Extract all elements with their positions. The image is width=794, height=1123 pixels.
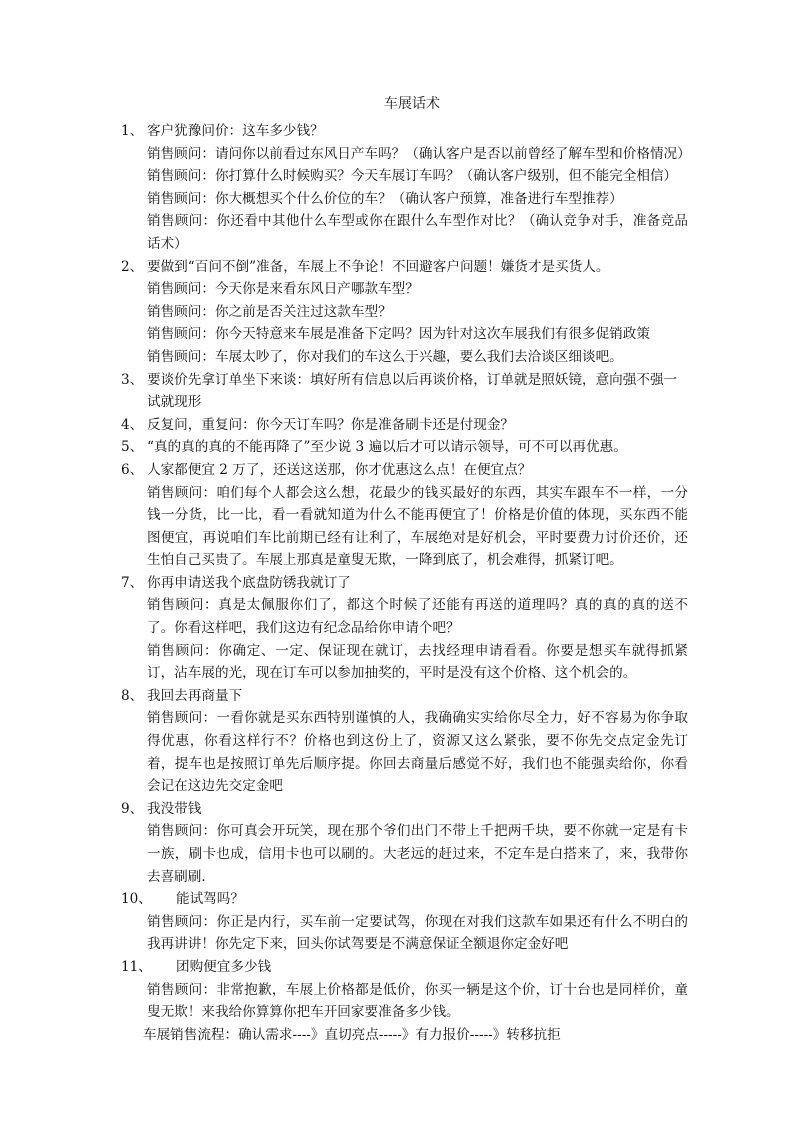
- script-item: [0, 888, 794, 956]
- item-number: 11、: [121, 958, 152, 975]
- item-number: 7、: [121, 574, 144, 591]
- script-item: [0, 685, 794, 798]
- item-answer: 销售顾问：今天你是来看东风日产哪款车型？: [147, 281, 419, 298]
- script-list: [0, 120, 794, 1024]
- item-number: 10、: [121, 891, 152, 908]
- script-item: [0, 256, 794, 369]
- item-question: 人家都便宜 2 万了，还送这送那，你才优惠这么点！在便宜点？: [147, 461, 532, 478]
- sales-process-footer: 车展销售流程：确认需求----》直切亮点-----》有力报价-----》转移抗拒: [143, 1026, 561, 1043]
- item-answer: 销售顾问：你今天特意来车展是准备下定吗？因为针对这次车展我们有很多促销政策: [147, 326, 650, 343]
- item-number: 8、: [121, 687, 144, 704]
- script-item: [0, 572, 794, 685]
- item-answer: 销售顾问：你确定、一定、保证现在就订，去找经理申请看看。你要是想买车就得抓紧订，沾车展的光，现在订车可以参加抽奖的，平时是没有这个价格、这个机会的。: [147, 642, 688, 682]
- item-answer: 销售顾问：你正是内行，买车前一定要试驾，你现在对我们这款车如果还有什么不明白的我再讲讲！你先定下来，回头你试驾要是不满意保证全额退你定金好吧: [147, 913, 688, 953]
- script-item: [0, 459, 794, 572]
- item-number: 9、: [121, 800, 144, 817]
- item-answer: 销售顾问：你之前是否关注过这款车型？: [147, 303, 392, 320]
- item-answer: 销售顾问：请问你以前看过东风日产车吗？（确认客户是否以前曾经了解车型和价格情况）: [147, 145, 691, 162]
- item-number: 2、: [121, 258, 144, 275]
- item-question: 反复问，重复问：你今天订车吗？你是准备刷卡还是付现金？: [147, 416, 515, 433]
- item-answer: 销售顾问：咱们每个人都会这么想，花最少的钱买最好的东西，其实车跟车不一样，一分钱一分货，比一比，看一看就知道为什么不能再便宜了！价格是价值的体现，买东西不能图便宜，再说咱们车比前期已经有让利了，车展绝对是好机会，平时要费力讨价还价，还生怕自己买贵了。车展上那真是童叟无欺，一降到底了，机会难得，抓紧订吧。: [147, 484, 688, 569]
- item-answer: 销售顾问：你可真会开玩笑，现在那个爷们出门不带上千把两千块，要不你就一定是有卡一族，刷卡也成，信用卡也可以刷的。大老远的赶过来，不定车是白搭来了，来，我带你去喜刷刷.: [147, 823, 688, 885]
- item-number: 5、: [121, 439, 144, 456]
- item-answer: 销售顾问：你打算什么时候购买？今天车展订车吗？（确认客户级别，但不能完全相信）: [147, 168, 678, 185]
- script-item: [0, 956, 794, 1024]
- item-question: 要谈价先拿订单坐下来谈：填好所有信息以后再谈价格，订单就是照妖镜，意向强不强一试就现形: [147, 371, 678, 411]
- item-number: 1、: [121, 123, 144, 139]
- item-question: 我回去再商量下: [147, 687, 243, 704]
- item-question: “真的真的真的不能再降了”至少说 3 遍以后才可以请示领导，可不可以再优惠。: [147, 439, 627, 456]
- item-question: 团购便宜多少钱: [176, 958, 272, 975]
- document-title: 车展话术: [384, 96, 440, 112]
- script-item: [0, 414, 794, 437]
- item-question: 客户犹豫问价：这车多少钱？: [147, 123, 324, 139]
- script-item: [0, 120, 794, 256]
- item-question: 你再申请送我个底盘防锈我就订了: [147, 574, 351, 591]
- script-item: [0, 369, 794, 414]
- item-answer: 销售顾问：你还看中其他什么车型或你在跟什么车型作对比？（确认竞争对手，准备竞品话术）: [147, 213, 688, 252]
- script-item: [0, 798, 794, 888]
- item-question: 我没带钱: [147, 800, 202, 817]
- item-question: 要做到“百问不倒”准备，车展上不争论！不回避客户问题！嫌货才是买货人。: [147, 258, 610, 275]
- item-answer: 销售顾问：非常抱歉，车展上价格都是低价，你买一辆是这个价，订十台也是同样价，童叟无欺！来我给你算算你把车开回家要准备多少钱。: [147, 981, 688, 1021]
- item-number: 3、: [121, 371, 144, 388]
- item-answer: 销售顾问：真是太佩服你们了，都这个时候了还能有再送的道理吗？真的真的真的送不了。你看这样吧，我们这边有纪念品给你申请个吧？: [147, 597, 688, 637]
- item-answer: 销售顾问：你大概想买个什么价位的车？（确认客户预算，准备进行车型推荐）: [147, 190, 623, 207]
- item-question: 能试驾吗？: [176, 891, 244, 908]
- item-number: 6、: [121, 461, 144, 478]
- script-item: [0, 436, 794, 459]
- item-number: 4、: [121, 416, 144, 433]
- item-answer: 销售顾问：一看你就是买东西特别谨慎的人，我确确实实给你尽全力，好不容易为你争取得优惠，你看这样行不？价格也到这份上了，资源又这么紧张，要不你先交点定金先订着，提车也是按照订单先后顺序提。你回去商量后感觉不好，我们也不能强卖给你，你看会记在这边先交定金吧: [147, 710, 688, 795]
- item-answer: 销售顾问：车展太吵了，你对我们的车这么于兴趣，要么我们去洽谈区细谈吧。: [147, 348, 623, 365]
